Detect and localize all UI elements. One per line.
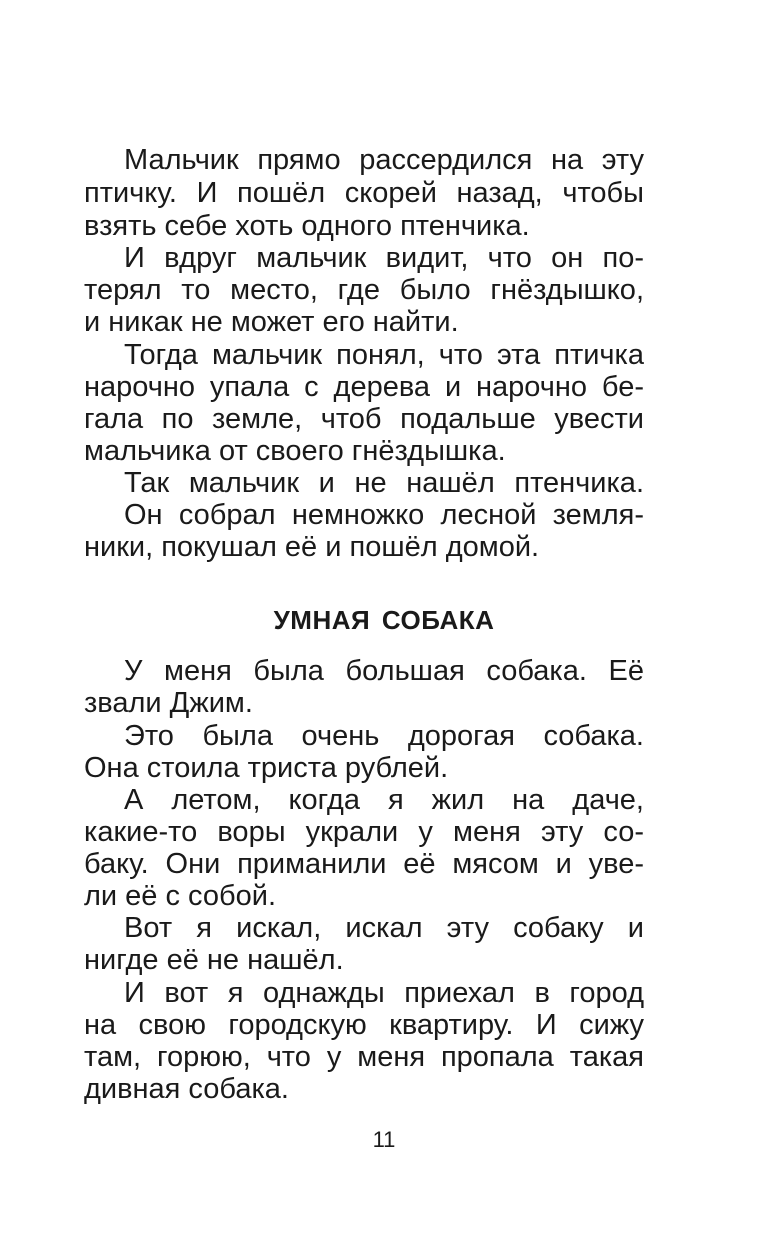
text-line: А летом, когда я жил на даче, [124, 784, 644, 816]
text-line: Он собрал немножко лесной земля- [124, 499, 644, 531]
text-line: Мальчик прямо рассердился на эту [124, 144, 644, 176]
text-line: И вот я однажды приехал в город [124, 977, 644, 1009]
text-line: Вот я искал, искал эту собаку и [124, 912, 644, 944]
text-line: Так мальчик и не нашёл птенчика. [124, 467, 644, 499]
text-line: И вдруг мальчик видит, что он по- [124, 242, 644, 274]
page-number: 11 [372, 1127, 396, 1152]
text-line: взять себе хоть одного птенчика. [84, 210, 530, 242]
text-line: дивная собака. [84, 1073, 289, 1105]
text-line: и никак не может его найти. [84, 306, 459, 338]
text-line: Тогда мальчик понял, что эта птичка [124, 339, 644, 371]
text-line: нигде её не нашёл. [84, 944, 344, 976]
text-line: птичку. И пошёл скорей назад, чтобы [84, 177, 644, 209]
text-line: терял то место, где было гнёздышко, [84, 274, 644, 306]
text-line: звали Джим. [84, 687, 253, 719]
text-line: Это была очень дорогая собака. [124, 720, 644, 752]
story-title: УМНАЯ СОБАКА [273, 605, 495, 635]
text-line: У меня была большая собака. Её [124, 655, 644, 687]
text-line: Она стоила триста рублей. [84, 752, 449, 784]
text-line: там, горюю, что у меня пропала такая [84, 1041, 644, 1073]
text-line: баку. Они приманили её мясом и уве- [84, 848, 644, 880]
text-line: ники, покушал её и пошёл домой. [84, 531, 540, 563]
text-line: гала по земле, чтоб подальше увести [84, 403, 644, 435]
text-line: мальчика от своего гнёздышка. [84, 435, 506, 467]
text-line: на свою городскую квартиру. И сижу [84, 1009, 644, 1041]
text-line: ли её с собой. [84, 880, 276, 912]
text-line: нарочно упала с дерева и нарочно бе- [84, 371, 644, 403]
text-line: какие-то воры украли у меня эту со- [84, 816, 644, 848]
